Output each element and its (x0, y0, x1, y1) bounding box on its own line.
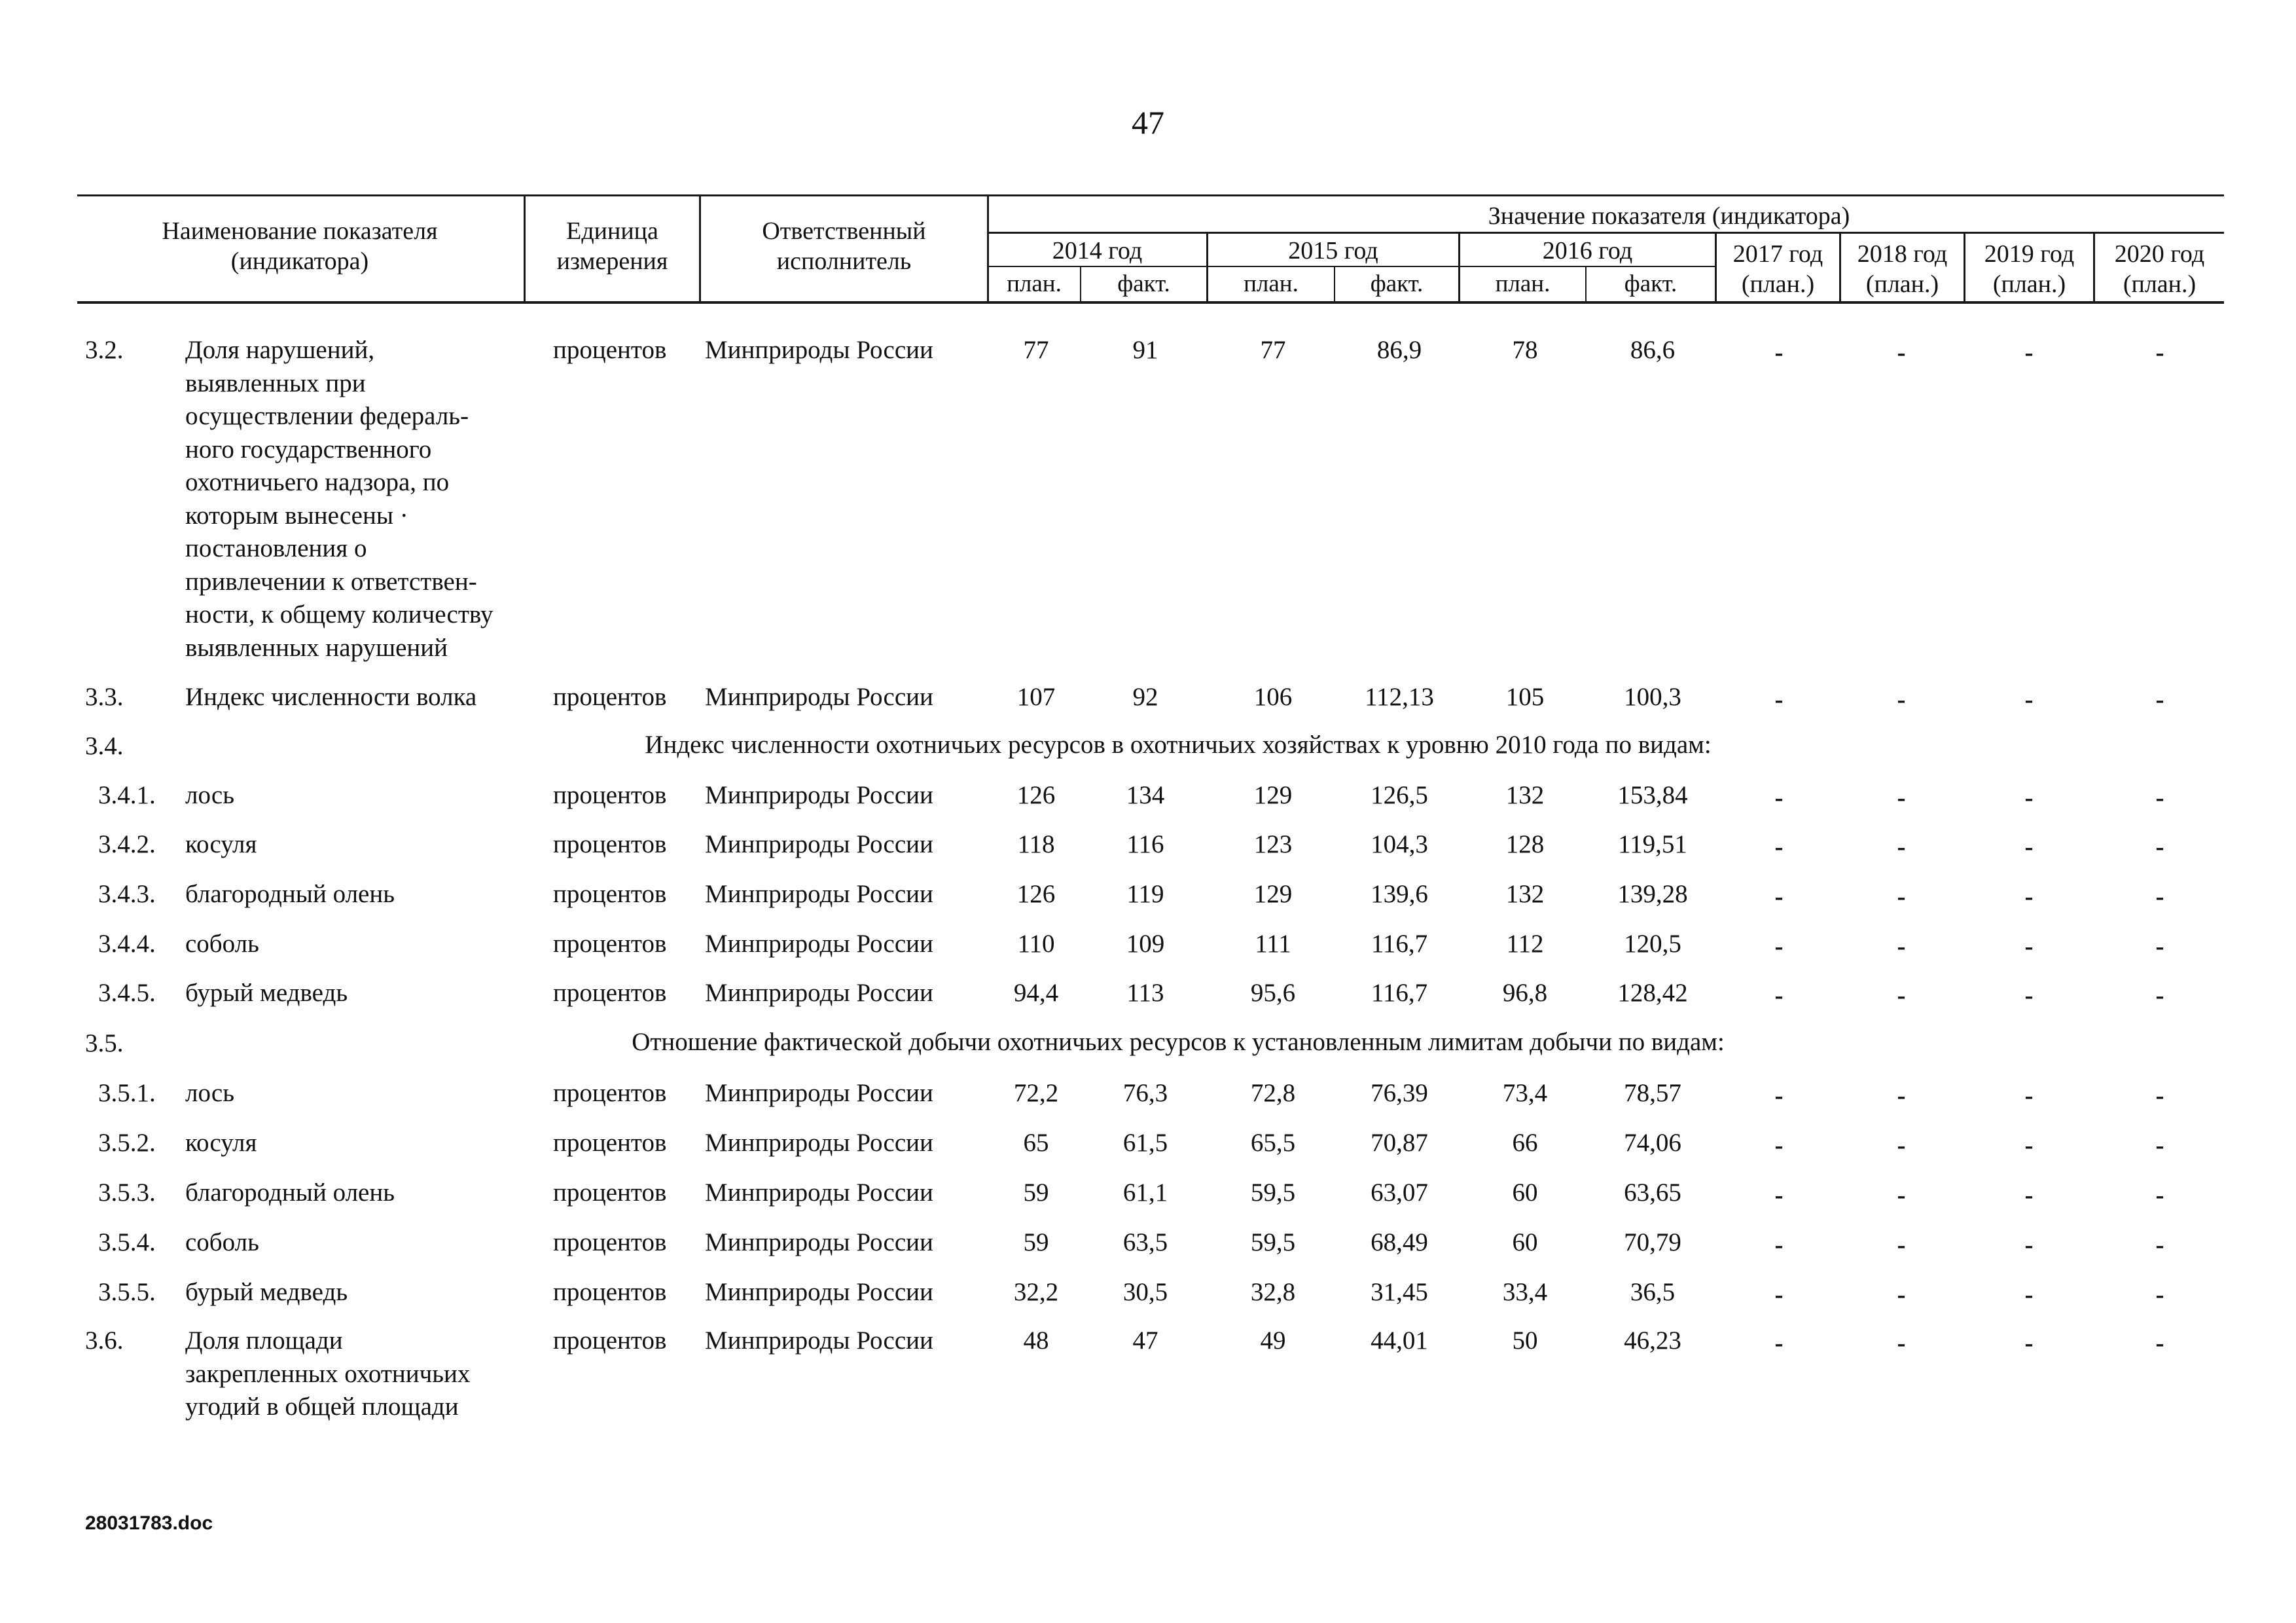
future-value-cell: - (1774, 981, 1784, 1010)
value-cell: 119,51 (1618, 830, 1687, 858)
header-bottom-rule (77, 301, 2224, 304)
responsible-cell: Минприроды России (705, 830, 933, 858)
indicator-name-line: постановления о (185, 534, 367, 562)
indicator-name-line: косуля (185, 1129, 257, 1157)
header-2020-year: 2020 год (2114, 240, 2205, 268)
unit-cell: процентов (553, 1079, 667, 1107)
future-value-cell: - (1897, 1181, 1906, 1209)
value-cell: 112 (1506, 930, 1544, 958)
indicator-name-line: выявленных нарушений (185, 633, 448, 662)
indicator-name-line: благородный олень (185, 1178, 395, 1207)
row-number: 3.5.5. (98, 1278, 156, 1306)
unit-cell: процентов (553, 1178, 667, 1207)
row-number: 3.4.2. (98, 830, 156, 858)
header-responsible-line2: исполнитель (776, 247, 912, 275)
value-cell: 123 (1253, 830, 1293, 858)
value-cell: 126,5 (1371, 781, 1428, 809)
row-number: 3.4.3. (98, 880, 156, 908)
value-cell: 139,28 (1617, 880, 1688, 908)
future-value-cell: - (1774, 833, 1784, 861)
indicator-name-line: Доля площади (185, 1326, 343, 1355)
indicator-name (185, 977, 348, 1010)
value-cell: 92 (1132, 683, 1158, 711)
unit-cell: процентов (553, 336, 667, 364)
value-cell: 30,5 (1122, 1278, 1168, 1306)
future-value-cell: - (2024, 1329, 2034, 1357)
indicator-name (185, 828, 257, 862)
header-2017-note: (план.) (1741, 270, 1815, 298)
future-value-cell: - (1774, 1329, 1784, 1357)
header-2018-year: 2018 год (1857, 240, 1948, 268)
value-cell: 59,5 (1250, 1228, 1296, 1256)
indicator-name (185, 1276, 348, 1309)
indicator-name-line: соболь (185, 930, 259, 958)
indicator-name (185, 1226, 259, 1260)
value-cell: 118 (1017, 830, 1055, 858)
indicator-name (185, 334, 493, 665)
value-cell: 129 (1253, 781, 1293, 809)
value-cell: 91 (1132, 336, 1158, 364)
header-year-2016: 2016 год (1542, 237, 1633, 264)
future-value-cell: - (2024, 685, 2034, 714)
future-value-cell: - (1897, 784, 1906, 812)
value-group-rule (987, 232, 2224, 234)
row-number: 3.4. (85, 732, 124, 760)
header-unit (526, 216, 699, 276)
future-value-cell: - (1897, 1082, 1906, 1110)
indicator-name-line: ного государственного (185, 435, 432, 464)
unit-cell: процентов (553, 830, 667, 858)
header-year-2015: 2015 год (1288, 237, 1378, 264)
indicator-name (185, 681, 476, 714)
value-cell: 139,6 (1371, 880, 1428, 908)
indicator-name (185, 1077, 234, 1110)
responsible-cell: Минприроды России (705, 1079, 933, 1107)
future-value-cell: - (2024, 1181, 2034, 1209)
value-cell: 105 (1505, 683, 1545, 711)
value-cell: 48 (1023, 1326, 1049, 1355)
header-2020 (2095, 239, 2224, 299)
row-number: 3.5.2. (98, 1129, 156, 1157)
future-value-cell: - (1897, 1281, 1906, 1309)
header-indicator-name-line1: Наименование показателя (162, 217, 438, 245)
responsible-cell: Минприроды России (705, 1326, 933, 1355)
future-value-cell: - (1774, 338, 1784, 367)
responsible-cell: Минприроды России (705, 336, 933, 364)
indicator-name (185, 1324, 470, 1424)
future-value-cell: - (1774, 1131, 1784, 1159)
responsible-cell: Минприроды России (705, 781, 933, 809)
indicator-name-line: Индекс численности волка (185, 683, 477, 711)
responsible-cell: Минприроды России (705, 979, 933, 1007)
value-cell: 49 (1260, 1326, 1286, 1355)
indicator-name-line: охотничьего надзора, по (185, 468, 450, 496)
header-responsible (701, 216, 987, 276)
indicator-name-line: лось (185, 781, 235, 809)
value-cell: 65,5 (1250, 1129, 1296, 1157)
value-cell: 129 (1253, 880, 1293, 908)
value-cell: 126 (1016, 781, 1056, 809)
value-cell: 32,2 (1013, 1278, 1059, 1306)
future-value-cell: - (1897, 833, 1906, 861)
value-cell: 104,3 (1371, 830, 1428, 858)
value-cell: 61,1 (1122, 1178, 1168, 1207)
indicator-name-line: привлечении к ответствен- (185, 567, 477, 596)
value-cell: 63,65 (1624, 1178, 1681, 1207)
value-cell: 110 (1017, 930, 1055, 958)
value-cell: 68,49 (1371, 1228, 1428, 1256)
indicator-name-line: бурый медведь (185, 979, 348, 1007)
value-cell: 73,4 (1502, 1079, 1548, 1107)
value-cell: 63,07 (1371, 1178, 1428, 1207)
header-value-group: Значение показателя (индикатора) (1488, 202, 1850, 230)
future-value-cell: - (1897, 1131, 1906, 1159)
value-cell: 134 (1126, 781, 1165, 809)
future-value-cell: - (2155, 932, 2164, 960)
indicator-name (185, 1127, 257, 1160)
value-cell: 106 (1253, 683, 1293, 711)
value-cell: 61,5 (1122, 1129, 1168, 1157)
header-unit-line1: Единица (566, 217, 658, 245)
value-cell: 132 (1505, 880, 1545, 908)
value-cell: 72,2 (1013, 1079, 1059, 1107)
row-number: 3.3. (85, 683, 124, 711)
future-value-cell: - (2155, 833, 2164, 861)
header-2018-note: (план.) (1865, 270, 1939, 298)
responsible-cell: Минприроды России (705, 1129, 933, 1157)
header-indicator-name-line2: (индикатора) (230, 247, 369, 275)
header-plan-2016: план. (1495, 270, 1551, 297)
value-cell: 77 (1023, 336, 1049, 364)
future-value-cell: - (1774, 932, 1784, 960)
indicator-name-line: выявленных при (185, 369, 366, 397)
row-number: 3.4.1. (98, 781, 156, 809)
future-value-cell: - (2155, 1082, 2164, 1110)
value-cell: 86,6 (1630, 336, 1676, 364)
value-cell: 113 (1126, 979, 1164, 1007)
unit-cell: процентов (553, 683, 667, 711)
value-cell: 96,8 (1502, 979, 1548, 1007)
future-value-cell: - (2155, 1181, 2164, 1209)
unit-cell: процентов (553, 979, 667, 1007)
value-cell: 126 (1016, 880, 1056, 908)
header-year-2014: 2014 год (1052, 237, 1143, 264)
value-cell: 32,8 (1250, 1278, 1296, 1306)
header-2017 (1717, 239, 1839, 299)
responsible-cell: Минприроды России (705, 1228, 933, 1256)
value-cell: 59 (1023, 1178, 1049, 1207)
value-cell: 44,01 (1371, 1326, 1428, 1355)
responsible-cell: Минприроды России (705, 1178, 933, 1207)
value-cell: 95,6 (1250, 979, 1296, 1007)
value-cell: 112,13 (1365, 683, 1434, 711)
future-value-cell: - (2024, 1131, 2034, 1159)
row-number: 3.2. (85, 336, 124, 364)
header-2020-note: (план.) (2123, 270, 2197, 298)
indicator-name (185, 878, 395, 911)
unit-cell: процентов (553, 1326, 667, 1355)
future-value-cell: - (1774, 784, 1784, 812)
indicator-name-line: соболь (185, 1228, 259, 1256)
value-cell: 94,4 (1013, 979, 1059, 1007)
future-value-cell: - (1774, 1231, 1784, 1259)
indicator-name-line: Доля нарушений, (185, 336, 375, 364)
future-value-cell: - (2024, 833, 2034, 861)
future-value-cell: - (1774, 883, 1784, 911)
unit-cell: процентов (553, 1278, 667, 1306)
value-cell: 60 (1512, 1178, 1538, 1207)
header-top-rule (77, 194, 2224, 196)
header-plan-2014: план. (1007, 270, 1062, 297)
future-value-cell: - (2024, 1281, 2034, 1309)
future-value-cell: - (2155, 883, 2164, 911)
header-plan-2015: план. (1244, 270, 1299, 297)
value-cell: 60 (1512, 1228, 1538, 1256)
header-2018 (1841, 239, 1964, 299)
responsible-cell: Минприроды России (705, 880, 933, 908)
value-cell: 100,3 (1624, 683, 1681, 711)
value-cell: 31,45 (1371, 1278, 1428, 1306)
header-2019-year: 2019 год (1984, 240, 2075, 268)
future-value-cell: - (1897, 932, 1906, 960)
value-cell: 120,5 (1624, 930, 1681, 958)
future-value-cell: - (1897, 981, 1906, 1010)
indicator-name (185, 779, 234, 812)
indicator-name-line: ности, к общему количеству (185, 600, 493, 629)
value-cell: 47 (1132, 1326, 1158, 1355)
future-value-cell: - (1897, 338, 1906, 367)
value-cell: 46,23 (1624, 1326, 1681, 1355)
value-cell: 116,7 (1371, 979, 1428, 1007)
header-2019 (1965, 239, 2093, 299)
future-value-cell: - (2024, 784, 2034, 812)
value-cell: 153,84 (1617, 781, 1688, 809)
value-cell: 66 (1512, 1129, 1538, 1157)
unit-cell: процентов (553, 930, 667, 958)
responsible-cell: Минприроды России (705, 683, 933, 711)
responsible-cell: Минприроды России (705, 1278, 933, 1306)
row-number: 3.5.3. (98, 1178, 156, 1207)
value-cell: 78,57 (1624, 1079, 1681, 1107)
value-cell: 59,5 (1250, 1178, 1296, 1207)
section-title: Отношение фактической добычи охотничьих ресурсов к установленным лимитам добычи по видам: (632, 1028, 1725, 1056)
value-cell: 59 (1023, 1228, 1049, 1256)
future-value-cell: - (2155, 981, 2164, 1010)
header-responsible-line1: Ответственный (762, 217, 926, 245)
indicator-name-line: благородный олень (185, 880, 395, 908)
indicator-name (185, 1176, 395, 1210)
unit-cell: процентов (553, 1228, 667, 1256)
unit-cell: процентов (553, 1129, 667, 1157)
value-cell: 33,4 (1502, 1278, 1548, 1306)
value-cell: 65 (1023, 1129, 1049, 1157)
section-title: Индекс численности охотничьих ресурсов в охотничьих хозяйствах к уровню 2010 года по видам: (645, 731, 1712, 759)
future-value-cell: - (2024, 883, 2034, 911)
header-unit-line2: измерения (556, 247, 668, 275)
header-2019-note: (план.) (1992, 270, 2066, 298)
value-cell: 70,87 (1371, 1129, 1428, 1157)
value-cell: 78 (1512, 336, 1538, 364)
value-cell: 70,79 (1624, 1228, 1681, 1256)
responsible-cell: Минприроды России (705, 930, 933, 958)
value-cell: 111 (1255, 930, 1291, 958)
indicator-name-line: бурый медведь (185, 1278, 348, 1306)
future-value-cell: - (1774, 1281, 1784, 1309)
indicator-name-line: косуля (185, 830, 257, 858)
value-cell: 76,3 (1122, 1079, 1168, 1107)
indicator-name-line: которым вынесены · (185, 501, 408, 530)
future-value-cell: - (2024, 932, 2034, 960)
indicator-name-line: осуществлении федераль- (185, 402, 469, 430)
value-cell: 77 (1260, 336, 1286, 364)
value-cell: 50 (1512, 1326, 1538, 1355)
value-cell: 72,8 (1250, 1079, 1296, 1107)
future-value-cell: - (2024, 1082, 2034, 1110)
future-value-cell: - (1897, 1329, 1906, 1357)
header-fact-2015: факт. (1370, 270, 1424, 297)
row-number: 3.5. (85, 1029, 124, 1057)
value-cell: 116 (1126, 830, 1164, 858)
value-cell: 76,39 (1371, 1079, 1428, 1107)
future-value-cell: - (2024, 981, 2034, 1010)
plan-fact-rule (987, 266, 1716, 267)
future-value-cell: - (1774, 685, 1784, 714)
future-value-cell: - (2155, 1131, 2164, 1159)
header-2017-year: 2017 год (1732, 240, 1823, 268)
indicator-name (185, 928, 259, 961)
future-value-cell: - (1897, 685, 1906, 714)
future-value-cell: - (2155, 784, 2164, 812)
indicator-name-line: лось (185, 1079, 235, 1107)
indicator-name-line: угодий в общей площади (185, 1393, 459, 1421)
header-fact-2014: факт. (1117, 270, 1170, 297)
row-number: 3.5.4. (98, 1228, 156, 1256)
unit-cell: процентов (553, 880, 667, 908)
unit-cell: процентов (553, 781, 667, 809)
future-value-cell: - (1897, 1231, 1906, 1259)
row-number: 3.4.5. (98, 979, 156, 1007)
page-number: 47 (1132, 104, 1164, 141)
value-cell: 119 (1126, 880, 1164, 908)
value-cell: 128,42 (1617, 979, 1688, 1007)
header-fact-2016: факт. (1624, 270, 1677, 297)
future-value-cell: - (2155, 685, 2164, 714)
future-value-cell: - (2155, 1231, 2164, 1259)
document-filename: 28031783.doc (85, 1512, 213, 1534)
value-cell: 86,9 (1376, 336, 1422, 364)
value-cell: 107 (1016, 683, 1056, 711)
future-value-cell: - (2024, 338, 2034, 367)
value-cell: 109 (1126, 930, 1165, 958)
value-cell: 116,7 (1371, 930, 1428, 958)
future-value-cell: - (1774, 1181, 1784, 1209)
value-cell: 63,5 (1122, 1228, 1168, 1256)
indicator-name-line: закрепленных охотничьих (185, 1359, 471, 1388)
row-number: 3.5.1. (98, 1079, 156, 1107)
future-value-cell: - (2155, 1329, 2164, 1357)
value-cell: 36,5 (1630, 1278, 1676, 1306)
value-cell: 132 (1505, 781, 1545, 809)
future-value-cell: - (2155, 338, 2164, 367)
value-cell: 74,06 (1624, 1129, 1681, 1157)
future-value-cell: - (1897, 883, 1906, 911)
row-number: 3.6. (85, 1326, 124, 1355)
future-value-cell: - (2155, 1281, 2164, 1309)
future-value-cell: - (2024, 1231, 2034, 1259)
row-number: 3.4.4. (98, 930, 156, 958)
value-cell: 128 (1505, 830, 1545, 858)
future-value-cell: - (1774, 1082, 1784, 1110)
header-indicator-name (77, 216, 522, 276)
